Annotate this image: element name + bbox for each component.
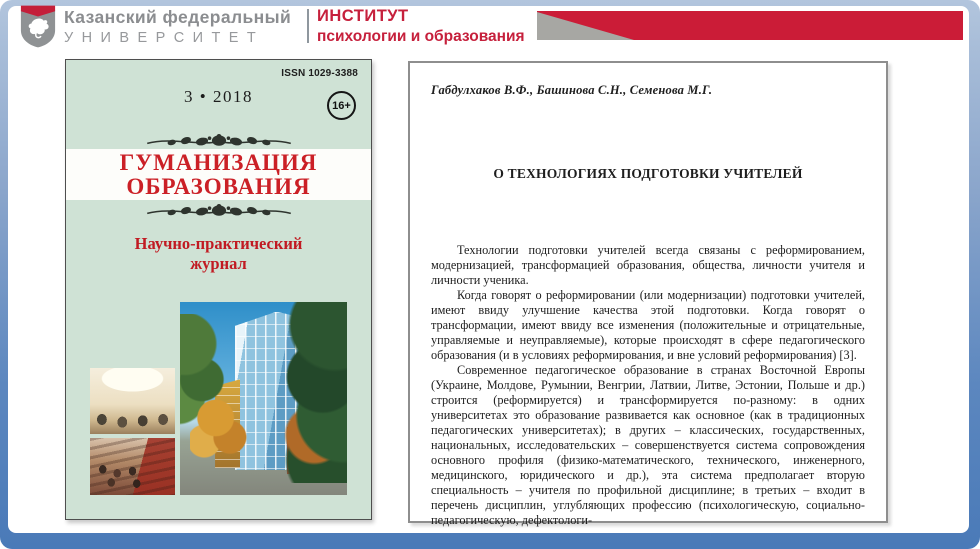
assembly-hall-photo <box>90 368 175 434</box>
photo-column <box>90 302 175 495</box>
age-rating-badge: 16+ <box>327 91 356 120</box>
cover-subtitle-line2: журнал <box>190 254 247 273</box>
cover-title <box>66 149 371 199</box>
cover-title-line2: ОБРАЗОВАНИЯ <box>126 174 311 199</box>
article-title: О ТЕХНОЛОГИЯХ ПОДГОТОВКИ УЧИТЕЛЕЙ <box>493 166 803 181</box>
university-name-line1: Казанский федеральный <box>64 7 292 27</box>
institute-name-line1: ИНСТИТУТ <box>317 7 409 25</box>
cover-title-line1: ГУМАНИЗАЦИЯ <box>119 150 318 175</box>
issn-label: ISSN 1029-3388 <box>281 68 358 79</box>
journal-cover <box>65 59 372 520</box>
ornament-divider-icon <box>140 203 298 220</box>
header-divider <box>307 9 309 43</box>
cover-subtitle <box>66 234 371 274</box>
institute-name <box>317 8 525 44</box>
cover-title-band <box>66 149 371 200</box>
article-paragraph: Технологии подготовки учителей всегда связаны с реформированием, модернизацией, трансформацией образования, общества, личности учителя и личности ученика. <box>431 243 865 287</box>
article-paragraph: Когда говорят о реформировании (или модернизации) подготовки учителей, имеют ввиду улучшение качества этой подготовки. Когда говорят о трансформации, имеют ввиду все изменения (положительные и отрицательные, управляемые и неуправляемые), которые происходят в сфере педагогического образования (и в условиях реформирования, и вне условий реформирования) [3]. <box>431 288 865 362</box>
ornament-divider-icon <box>140 133 298 150</box>
tree-orange <box>190 391 247 468</box>
article-paragraph: Современное педагогическое образование в странах Восточной Европы (Украине, Молдове, Румынии, Венгрии, Латвии, Литве, Эстонии, Польше и др.) строится (реформируется) и трансформируется по-разному: в одних университетах это образование развивается как основное (как в традиционных педагогических университетах); в других – классических, государственных, национальных, исследовательских – совершенствуется система сопровождения основного профиля (физико-математического, технического, инженерного, медицинского, юридического и др.), эта система предполагает вторую специальность – учителя по профильной дисциплине; в третьих – входит в перечень дисциплин, углубляющих профессию (психологическую, социально-педагогическую, дефектологи- <box>431 363 865 527</box>
conference-room-photo <box>90 302 175 364</box>
university-building-photo <box>180 302 347 495</box>
ribbon-fold-triangle <box>537 12 634 40</box>
header-ribbon-banner <box>537 11 963 40</box>
issue-number-label: 3 • 2018 <box>184 87 253 106</box>
cover-subtitle-line1: Научно-практический <box>134 234 303 253</box>
article-page <box>408 61 888 527</box>
article-body <box>431 243 865 528</box>
university-name <box>64 9 291 45</box>
kfu-logo-icon <box>19 4 57 49</box>
article-authors: Габдулхаков В.Ф., Башинова С.Н., Семенова М.Г. <box>431 83 713 97</box>
tree-right <box>277 302 347 483</box>
institute-name-line2: психологии и образования <box>317 27 525 45</box>
photo-collage <box>90 302 347 495</box>
auditorium-photo <box>90 438 175 495</box>
university-name-line2: У Н И В Е Р С И Т Е Т <box>64 29 258 46</box>
